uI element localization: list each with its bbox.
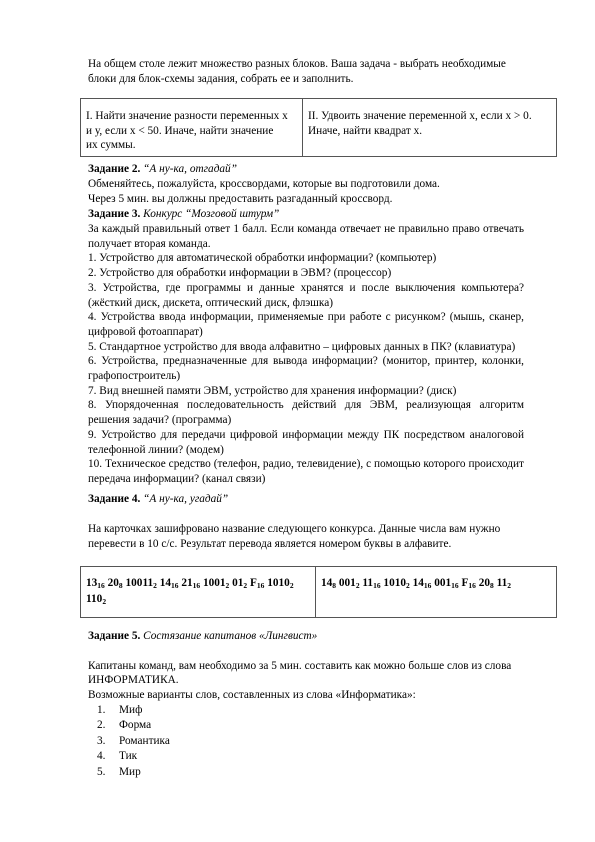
cipher-base: 16 — [451, 581, 459, 590]
task-cell-1-line: и у, если х < 50. Иначе, найти значение — [86, 124, 274, 137]
task5-line: Капитаны команд, вам необходимо за 5 мин. составить как можно больше слов из слова — [88, 660, 512, 672]
task2-heading: Задание 2. — [88, 163, 141, 175]
task3-line: решения задачи? (программа) — [88, 414, 232, 427]
cipher-number — [362, 577, 380, 589]
cipher-number — [267, 577, 293, 589]
cipher-base: 2 — [406, 581, 410, 590]
cipher-number — [232, 577, 247, 589]
cipher-card-2 — [316, 572, 557, 591]
cipher-digits: 1010 — [383, 577, 407, 589]
cipher-number — [339, 577, 360, 589]
list-item-word: Миф — [119, 704, 143, 716]
task-cell-1-line: I. Найти значение разности переменных х — [86, 110, 288, 122]
cipher-number — [126, 577, 157, 589]
cipher-digits: 14 — [159, 577, 171, 589]
cipher-number — [462, 577, 476, 589]
cipher-base: 16 — [97, 581, 105, 590]
cipher-digits: 13 — [86, 577, 98, 589]
list-item-number: 5. — [97, 765, 106, 778]
task3-line: передача информации? (канал связи) — [88, 472, 266, 485]
list-item-number: 2. — [97, 719, 106, 732]
list-item-number: 4. — [97, 750, 106, 763]
cipher-digits: 11 — [362, 577, 374, 589]
cipher-card-1-line — [86, 575, 310, 591]
task4-title — [88, 492, 228, 507]
task3-line: 2. Устройство для обработки информации в ЭВМ? (процессор) — [88, 267, 392, 280]
cipher-number — [434, 577, 458, 589]
cipher-digits: 110 — [86, 593, 103, 605]
list-item — [97, 749, 137, 764]
cipher-digits: 001 — [434, 577, 452, 589]
cipher-base: 2 — [243, 581, 248, 590]
task5-line: ИНФОРМАТИКА. — [88, 674, 179, 686]
cipher-base: 16 — [256, 581, 265, 590]
task3-line: 6. Устройства, предназначенные для вывода информации? (монитор, принтер, колонки, — [88, 355, 524, 368]
cipher-number — [86, 593, 106, 605]
cipher-base: 2 — [153, 581, 157, 590]
task3-line: 8. Упорядоченная последовательность действий для ЭВМ, реализующая алгоритм — [88, 399, 524, 412]
list-item — [97, 703, 142, 718]
task-cell-2-line: II. Удвоить значение переменной х, если х > 0. — [308, 110, 532, 122]
cipher-base: 16 — [423, 581, 432, 590]
cipher-base: 2 — [355, 581, 360, 590]
task2-subtitle: “А ну-ка, отгадай” — [143, 163, 237, 175]
list-item-word: Форма — [119, 719, 152, 732]
task-cell-2-line: Иначе, найти квадрат х. — [308, 124, 423, 137]
task4-heading: Задание 4. — [88, 493, 141, 505]
task3-line: цифровой фотоаппарат) — [88, 325, 203, 338]
list-item-word: Романтика — [119, 734, 170, 747]
task3-line: 10. Техническое средство (телефон, радио, телевидение), с помощью которого происходит — [88, 458, 524, 471]
task2-line: Обменяйтесь, пожалуйста, кроссвордами, которые вы подготовили дома. — [88, 178, 440, 190]
task3-line: 1. Устройство для автоматической обработки информации? (компьютер) — [88, 252, 437, 265]
cipher-number — [160, 577, 179, 589]
cipher-number — [321, 577, 336, 589]
task3-line: 7. Вид внешней памяти ЭВМ, устройство для хранения информации? (диск) — [88, 384, 457, 397]
list-item — [97, 765, 141, 780]
task2-title — [88, 162, 237, 177]
task3-line: 4. Устройства ввода информации, применяемые при работе с рисунком? (мышь, сканер, — [88, 311, 524, 324]
cipher-number — [479, 577, 494, 589]
cipher-number — [497, 577, 511, 589]
task3-title — [88, 207, 279, 222]
cipher-digits: 20 — [478, 577, 491, 589]
list-item-word: Тик — [119, 750, 138, 763]
intro-line-1: На общем столе лежит множество разных блоков. Ваша задача - выбрать необходимые — [88, 58, 506, 70]
cipher-digits: 11 — [496, 577, 508, 589]
task5-line: Возможные варианты слов, составленных из слова «Информатика»: — [88, 689, 416, 701]
cipher-base: 16 — [192, 581, 201, 590]
cipher-number — [108, 577, 123, 589]
cipher-number — [383, 577, 409, 589]
task-cell-1-line: их суммы. — [86, 139, 136, 151]
cipher-base: 2 — [225, 581, 230, 590]
cipher-digits: F — [461, 577, 469, 589]
cipher-number — [250, 577, 264, 589]
task4-line: перевести в 10 с/с. Результат перевода является номером буквы в алфавите. — [88, 538, 452, 550]
task4-line: На карточках зашифровано название следующего конкурса. Данные числа вам нужно — [88, 523, 501, 535]
task2-line: Через 5 мин. вы должны предоставить разгаданный кроссворд. — [88, 193, 393, 205]
cipher-number — [203, 577, 229, 589]
task-table — [80, 98, 557, 157]
cipher-base: 16 — [373, 581, 381, 590]
task3-line: телефонной линии? (модем) — [88, 443, 224, 456]
task3-line: За каждый правильный ответ 1 балл. Если команда отвечает не правильно право отвечать — [88, 223, 524, 235]
cipher-digits: 14 — [412, 577, 424, 589]
cipher-digits: 1010 — [267, 577, 290, 589]
intro-line-2: блоки для блок-схемы задания, собрать ее и заполнить. — [88, 73, 354, 85]
cipher-digits: 1001 — [202, 577, 226, 589]
cipher-base: 2 — [289, 581, 294, 590]
cipher-digits: 14 — [321, 577, 333, 589]
task3-line: графопостроитель) — [88, 370, 181, 382]
task4-subtitle: “А ну-ка, угадай” — [143, 493, 229, 505]
list-item — [97, 734, 170, 749]
cipher-number — [86, 577, 105, 589]
cipher-base: 2 — [507, 581, 512, 590]
cipher-digits: F — [250, 577, 257, 589]
cipher-card-1-line — [86, 591, 310, 607]
cipher-digits: 001 — [338, 577, 356, 589]
task3-line: получает вторая команда. — [88, 237, 211, 250]
task-cell-1 — [81, 106, 302, 153]
cipher-number — [413, 577, 432, 589]
task3-line: 5. Стандартное устройство для ввода алфавитно – цифровых данных в ПК? (клавиатура) — [88, 340, 516, 353]
cipher-base: 2 — [102, 597, 107, 606]
task5-title — [88, 629, 317, 644]
list-item-number: 3. — [97, 734, 106, 747]
cipher-number — [181, 577, 200, 589]
cipher-digits: 01 — [232, 577, 244, 589]
task5-subtitle: Состязание капитанов «Лингвист» — [143, 630, 318, 642]
task-cell-2 — [303, 106, 557, 138]
cipher-digits: 10011 — [125, 577, 154, 589]
cipher-digits: 21 — [181, 577, 193, 589]
list-item-number: 1. — [97, 704, 106, 716]
cipher-base: 8 — [118, 581, 123, 590]
cipher-digits: 20 — [107, 577, 119, 589]
list-item-word: Мир — [119, 765, 141, 778]
task3-line: 3. Устройства, где программы и данные хранятся и после выключения компьютера? — [88, 281, 524, 294]
cipher-card-1 — [81, 572, 315, 607]
task5-heading: Задание 5. — [88, 630, 141, 642]
cipher-base: 16 — [468, 581, 476, 590]
cipher-card-2-line — [321, 575, 552, 591]
cipher-table — [80, 566, 557, 618]
cipher-base: 16 — [171, 581, 179, 590]
task3-line: 9. Устройство для передачи цифровой информации между ПК посредством аналоговой — [88, 428, 524, 441]
cipher-base: 8 — [490, 581, 494, 590]
task3-heading: Задание 3. — [88, 208, 141, 220]
list-item — [97, 718, 151, 733]
task3-line: (жёсткий диск, дискета, оптический диск, флэшка) — [88, 296, 333, 309]
task3-subtitle: Конкурс “Мозговой штурм” — [143, 208, 280, 220]
cipher-base: 8 — [332, 581, 337, 590]
